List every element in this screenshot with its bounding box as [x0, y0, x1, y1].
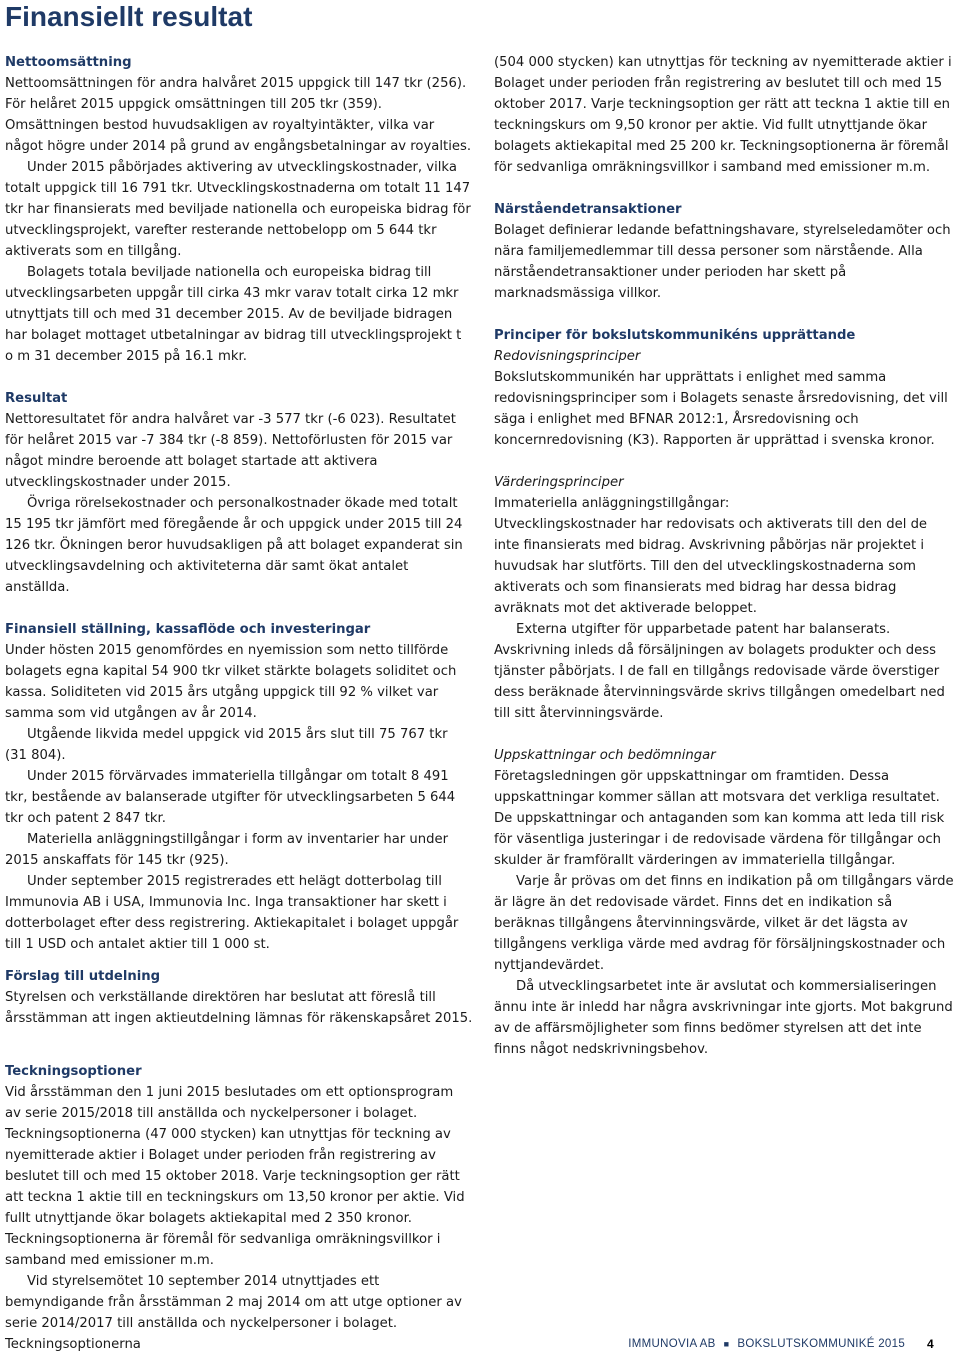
section-heading-resultat: Resultat [5, 391, 68, 406]
section-heading-nettoomsattning: Nettoomsättning [5, 55, 132, 70]
paragraph: Materiella anläggningstillgångar i form av inventarier har under 2015 anskaffats för 145 tkr (925). [5, 832, 449, 868]
section-heading-narstaendetransaktioner: Närståendetransaktioner [494, 202, 682, 217]
section-heading-teckningsoptioner: Teckningsoptioner [5, 1064, 142, 1079]
paragraph: Under 2015 förvärvades immateriella tillgångar om totalt 8 491 tkr, bestående av balanserade utgifter för utvecklingsarbeten 5 644 tkr och patent 2 847 tkr. [5, 769, 456, 826]
paragraph: Varje år prövas om det finns en indikation på om tillgångars värde är lägre än det redovisade värdet. Finns det en indikation så beräknas tillgångens återvinningsvärde, vilket är det lägsta av tillgångens verkliga värde med avdrag för försäljningskostnader och nyttjandevärdet. [494, 874, 954, 973]
right-column [494, 52, 955, 1060]
page-title: Finansiellt resultat [5, 1, 253, 32]
paragraph: Övriga rörelsekostnader och personalkostnader ökade med totalt 15 195 tkr jämfört med föregående år och uppgick under 2015 till 24 126 tkr. Ökningen beror huvudsakligen på att bolaget expanderat sin utvecklingsavdelning och aktiviteterna där samt ökat antalet anställda. [5, 496, 463, 595]
paragraph: Företagsledningen gör uppskattningar om framtiden. Dessa uppskattningar kommer sällan att motsvara det verkliga resultatet. De uppskattningar och antaganden som kan komma att leda till risk för väsentliga justeringar i de redovisade värdena för tillgångar och skulder är framförallt värderingen av immateriella tillgångar. [494, 769, 945, 868]
footer-company: IMMUNOVIA AB [628, 1338, 716, 1350]
section-heading-principer: Principer för bokslutskommunikéns upprättande [494, 328, 856, 343]
section-heading-finansiell-stallning: Finansiell ställning, kassaflöde och investeringar [5, 622, 371, 637]
paragraph: (504 000 stycken) kan utnyttjas för teckning av nyemitterade aktier i Bolaget under perioden från registrering av beslutet till och med 15 oktober 2017. Varje teckningsoption ger rätt att teckna 1 aktie till en teckningskurs om 9,50 kronor per aktie. Vid fullt utnyttjande ökar bolagets aktiekapital med 25 200 kr. Teckningsoptionerna är föremål för sedvanliga omräkningsvillkor i samband med emissioner m.m. [494, 55, 952, 175]
subheading-uppskattningar: Uppskattningar och bedömningar [494, 748, 716, 763]
paragraph: Bokslutskommunikén har upprättats i enlighet med samma redovisningsprinciper som i Bolagets senaste årsredovisning, det vill säga i enlighet med BFNAR 2012:1, Årsredovisning och koncernredovisning (K3). Rapporten är upprättad i svenska kronor. [494, 370, 948, 448]
paragraph: Utvecklingskostnader har redovisats och aktiverats till den del de inte finansierats med bidrag. Avskrivning påbörjas när projektet i huvudsak har slutförts. Till den del utvecklingskostnaderna som aktiverats och som finansierats med bidrag har dessa bidrag avräknats mot det aktiverade beloppet. [494, 517, 928, 616]
paragraph: Vid styrelsemötet 10 september 2014 utnyttjades ett bemyndigande från årsstämman 2 maj 2014 om att utge optioner av serie 2014/2017 till anställda och nyckelpersoner i bolaget. Teckningsoptionerna [5, 1274, 462, 1352]
paragraph: Styrelsen och verkställande direktören har beslutat att föreslå till årsstämman att ingen aktieutdelning lämnas för räkenskapsåret 2015. [5, 990, 473, 1026]
paragraph: Under september 2015 registrerades ett helägt dotterbolag till Immunovia AB i USA, Immunovia Inc. Inga transaktioner har skett i dotterbolaget efter dess registrering. Aktiekapitalet i bolaget uppgår till 1 USD och antalet aktier till 1 000 st. [5, 874, 459, 952]
subheading-redovisningsprinciper: Redovisningsprinciper [494, 349, 641, 364]
paragraph: Under hösten 2015 genomfördes en nyemission som netto tillförde bolagets egna kapital 54 900 tkr vilket stärkte bolagets soliditet och kassa. Soliditeten vid 2015 års utgång uppgick till 92 % vilket var samma som vid utgången av år 2014. [5, 643, 457, 721]
paragraph: Utgående likvida medel uppgick vid 2015 års slut till 75 767 tkr (31 804). [5, 727, 448, 763]
left-column [5, 52, 473, 1354]
paragraph: Då utvecklingsarbetet inte är avslutat och kommersialiseringen ännu inte är inledd har några avskrivningar inte gjorts. Mot bakgrund av de affärsmöjligheter som finns bedömer styrelsen att det inte finns något nedskrivningsbehov. [494, 979, 953, 1057]
paragraph: Bolaget definierar ledande befattningshavare, styrelseledamöter och nära familjemedlemmar till dessa personer som närstående. Alla närståendetransaktioner under perioden har skett på marknadsmässiga villkor. [494, 223, 951, 301]
paragraph: Bolagets totala beviljade nationella och europeiska bidrag till utvecklingsarbeten uppgår till cirka 43 mkr varav totalt cirka 12 mkr utnyttjats till och med 31 december 2015. Av de beviljade bidragen har bolaget mottaget utbetalningar av bidrag till utvecklingsprojekt t o m 31 december 2015 på 16.1 mkr. [5, 265, 462, 364]
paragraph: Externa utgifter för upparbetade patent har balanserats. Avskrivning inleds då försäljningen av bolagets produkter och dess tjänster påbörjats. I de fall en tillgångs redovisade värde överstiger dess beräknade återvinningsvärde skrivs tillgången omedelbart ned till sitt återvinningsvärde. [494, 622, 945, 721]
footer-report-title: BOKSLUTSKOMMUNIKÉ 2015 [737, 1338, 906, 1350]
paragraph: Vid årsstämman den 1 juni 2015 beslutades om ett optionsprogram av serie 2015/2018 till anställda och nyckelpersoner i bolaget. Teckningsoptionerna (47 000 stycken) kan utnyttjas för teckning av nyemitterade aktier i Bolaget under perioden från registrering av beslutet till och med 15 oktober 2018. Varje teckningsoption ger rätt att teckna 1 aktie till en teckningskurs om 13,50 kronor per aktie. Vid fullt utnyttjande ökar bolagets aktiekapital med 2 350 kronor. Teckningsoptionerna är föremål för sedvanliga omräkningsvillkor i samband med emissioner m.m. [5, 1085, 465, 1268]
subheading-varderingsprinciper: Värderingsprinciper [494, 475, 624, 490]
page-footer [628, 1337, 934, 1351]
paragraph: Nettoresultatet för andra halvåret var -3 577 tkr (-6 023). Resultatet för helåret 2015 var -7 384 tkr (-8 859). Nettoförlusten för 2015 var något mindre beroende att bolaget startade att aktivera utvecklingskostnader under 2015. [5, 412, 456, 490]
page-number: 4 [927, 1337, 934, 1351]
paragraph: Immateriella anläggningstillgångar: [494, 496, 730, 511]
paragraph: Nettoomsättningen för andra halvåret 2015 uppgick till 147 tkr (256). För helåret 2015 uppgick omsättningen till 205 tkr (359). Omsättningen bestod huvudsakligen av royaltyintäkter, vilka var något högre under 2014 på grund av engångsbetalningar av royalties. [5, 76, 472, 154]
section-heading-forslag-till-utdelning: Förslag till utdelning [5, 969, 161, 984]
separator-square-icon: ■ [723, 1339, 730, 1349]
paragraph: Under 2015 påbörjades aktivering av utvecklingskostnader, vilka totalt uppgick till 16 791 tkr. Utvecklingskostnaderna om totalt 11 147 tkr har finansierats med beviljade nationella och europeiska bidrag för utvecklingsprojekt, varefter resterande nettobelopp om 5 644 tkr aktiverats som en tillgång. [5, 160, 471, 259]
